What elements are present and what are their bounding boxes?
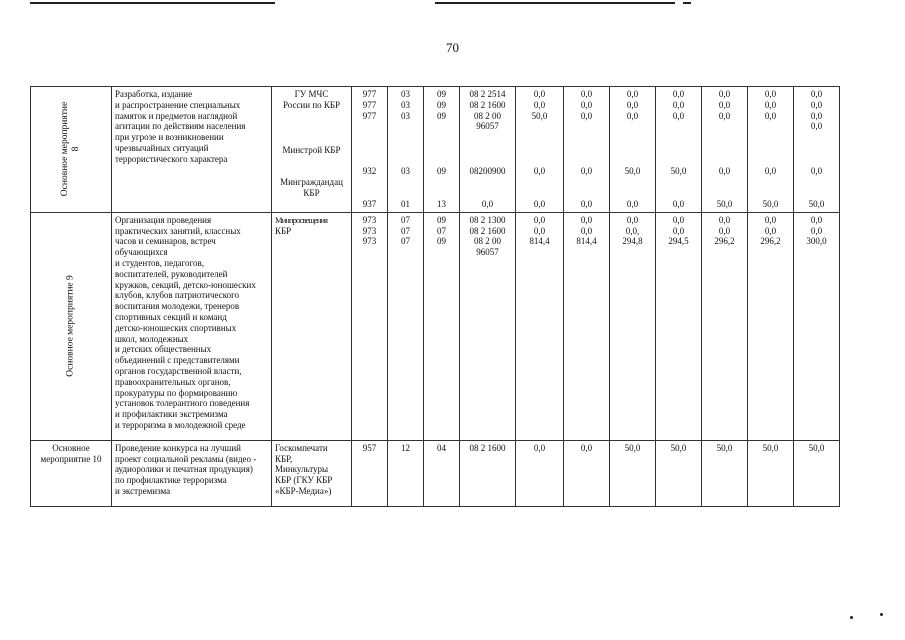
rz-cell [388, 87, 424, 213]
description-line: органов государственной власти, [115, 365, 242, 376]
description-line: практических занятий, классных [115, 225, 241, 236]
value: 0,0 [533, 214, 546, 225]
event-number: 8 [71, 147, 81, 152]
description-line: по профилактике терроризма [115, 475, 227, 486]
year-value-cell [748, 440, 794, 506]
value: 977 [362, 89, 377, 99]
value: 0,0 [580, 99, 593, 110]
scan-speck [850, 616, 853, 619]
value: 0,0 [672, 225, 685, 236]
description-line: обучающихся [115, 247, 168, 258]
value: 0,0 [672, 89, 685, 99]
value: 0,0 [626, 89, 639, 99]
value: 08 2 1600 [469, 99, 506, 110]
value: 937 [362, 198, 377, 209]
description-line: детско-юношеских спортивных [115, 322, 237, 333]
csr-cell [460, 212, 516, 440]
executor-cell [272, 212, 352, 440]
value: 0,0 [580, 225, 593, 236]
value: 294,5 [668, 236, 689, 247]
event-label: Основное [52, 442, 90, 453]
value: 12 [401, 442, 410, 453]
value: 0,0 [810, 110, 823, 121]
top-rule-dash [683, 2, 691, 4]
value: 50,0 [716, 442, 733, 453]
value: 0,0, [625, 225, 640, 236]
description-cell [112, 212, 272, 440]
value: 300,0 [806, 236, 827, 247]
description-line: при угрозе и возникновении [115, 132, 224, 143]
year-value-cell [610, 87, 656, 213]
value: 50,0 [716, 198, 733, 209]
description-cell [112, 440, 272, 506]
value: 50,0 [670, 442, 687, 453]
value: 07 [401, 214, 410, 225]
pr-cell [424, 212, 460, 440]
value: 03 [401, 99, 410, 110]
value: 814,4 [576, 236, 597, 247]
executor-line: КБР, [275, 453, 293, 464]
description-line: и терроризма в молодежной среде [115, 419, 246, 430]
table-row [31, 87, 840, 213]
value: 296,2 [714, 236, 735, 247]
value: 03 [401, 89, 410, 99]
description-line: и студентов, педагогов, [115, 257, 204, 268]
value: 50,0 [808, 198, 825, 209]
value: 0,0 [764, 89, 777, 99]
description-line: памяток и предметов наглядной [115, 110, 238, 121]
top-rule-left [30, 2, 275, 4]
description-line: клубов, клубов патриотического [115, 290, 240, 301]
value: 973 [362, 225, 377, 236]
top-rule-right [435, 2, 675, 4]
value: 09 [437, 214, 446, 225]
executor-line: КБР [275, 225, 292, 236]
value: 0,0 [533, 166, 546, 177]
value: 0,0 [764, 99, 777, 110]
year-value-cell [794, 212, 840, 440]
value: 01 [401, 198, 410, 209]
value: 07 [401, 236, 410, 247]
executor-cell [272, 87, 352, 213]
value: 04 [437, 442, 446, 453]
year-value-cell [794, 87, 840, 213]
rz-cell [388, 212, 424, 440]
value: 0,0 [626, 99, 639, 110]
value: 0,0 [718, 89, 731, 99]
year-value-cell [702, 440, 748, 506]
event-label: Основное мероприятие 9 [65, 275, 76, 378]
value: 0,0 [580, 110, 593, 121]
value: 0,0 [718, 166, 731, 177]
year-value-cell [564, 87, 610, 213]
value: 0,0 [764, 214, 777, 225]
event-cell [31, 212, 112, 440]
year-value-cell [516, 440, 564, 506]
pr-cell [424, 87, 460, 213]
value: 09 [437, 89, 446, 99]
description-line: и профилактики экстремизма [115, 409, 228, 420]
pr-cell [424, 440, 460, 506]
rz-cell [388, 440, 424, 506]
event-cell [31, 440, 112, 506]
value: 07 [437, 225, 446, 236]
executor-line: ГУ МЧС [294, 89, 329, 99]
value: 0,0 [580, 166, 593, 177]
description-line: чрезвычайных ситуаций [115, 142, 209, 153]
executor-line: Госкомпечати [275, 442, 328, 453]
value: 03 [401, 110, 410, 121]
description-line: Разработка, издание [115, 89, 193, 99]
description-line: и детских общественных [115, 344, 212, 355]
executor-line: Минпросвещения [275, 214, 328, 225]
value: 07 [401, 225, 410, 236]
description-line: объединений с представителями [115, 355, 240, 366]
executor-line: Минкультуры [275, 464, 329, 475]
value: 0,0 [481, 198, 494, 209]
description-line: Организация проведения [115, 214, 212, 225]
year-value-cell [564, 212, 610, 440]
value: 09 [437, 110, 446, 121]
description-line: аудиоролики и печатная продукция) [115, 464, 253, 475]
value: 0,0 [533, 225, 546, 236]
table-row [31, 440, 840, 506]
year-value-cell [794, 440, 840, 506]
value: 0,0 [810, 89, 823, 99]
executor-line: Минграждандац [280, 177, 343, 188]
description-line: правоохранительных органов, [115, 376, 231, 387]
value: 973 [362, 214, 377, 225]
csr-cell [460, 440, 516, 506]
value: 0,0 [810, 225, 823, 236]
year-value-cell [656, 440, 702, 506]
value: 0,0 [810, 166, 823, 177]
description-line: школ, молодежных [115, 333, 189, 344]
table-row [31, 212, 840, 440]
value: 50,0 [670, 166, 687, 177]
year-value-cell [516, 212, 564, 440]
value: 96057 [476, 121, 499, 132]
value: 0,0 [718, 110, 731, 121]
value: 08 2 2514 [469, 89, 506, 99]
value: 0,0 [810, 121, 823, 132]
executor-line: Минстрой КБР [282, 144, 341, 155]
description-line: воспитания молодежи, тренеров [115, 301, 240, 312]
value: 13 [437, 198, 446, 209]
value: 09 [437, 236, 446, 247]
value: 977 [362, 110, 377, 121]
value: 0,0 [764, 110, 777, 121]
executor-line: России по КБР [282, 99, 341, 110]
event-label: Основное мероприятие [60, 102, 70, 197]
value: 932 [362, 166, 377, 177]
description-line: часов и семинаров, встреч [115, 236, 216, 247]
value: 09 [437, 166, 446, 177]
value: 08200900 [469, 166, 506, 177]
value: 50,0 [624, 166, 641, 177]
year-value-cell [656, 87, 702, 213]
executor-line: КБР [303, 188, 320, 199]
description-line: агитации по действиям населения [115, 121, 246, 132]
value: 0,0 [764, 225, 777, 236]
description-line: проект социальной рекламы (видео - [115, 453, 257, 464]
value: 0,0 [533, 442, 546, 453]
value: 0,0 [533, 198, 546, 209]
value: 0,0 [580, 442, 593, 453]
executor-line: «КБР-Медиа») [275, 485, 332, 496]
value: 08 2 00 [474, 110, 501, 121]
value: 977 [362, 99, 377, 110]
event-label: мероприятие 10 [40, 453, 102, 464]
value: 0,0 [533, 89, 546, 99]
description-line: воспитателей, руководителей [115, 268, 228, 279]
value: 0,0 [533, 99, 546, 110]
description-line: установок толерантного поведения [115, 398, 250, 409]
value: 03 [401, 166, 410, 177]
value: 08 2 00 [474, 236, 501, 247]
value: 0,0 [626, 214, 639, 225]
year-value-cell [564, 440, 610, 506]
value: 0,0 [718, 99, 731, 110]
grbs-cell [352, 440, 388, 506]
value: 50,0 [808, 442, 825, 453]
year-value-cell [748, 212, 794, 440]
year-value-cell [702, 212, 748, 440]
value: 0,0 [672, 198, 685, 209]
description-line: и распространение специальных [115, 99, 241, 110]
description-line: Проведение конкурса на лучший [115, 442, 241, 453]
csr-cell [460, 87, 516, 213]
year-value-cell [516, 87, 564, 213]
value: 0,0 [672, 110, 685, 121]
value: 08 2 1600 [469, 225, 506, 236]
value: 0,0 [764, 166, 777, 177]
value: 0,0 [810, 214, 823, 225]
value: 50,0 [531, 110, 548, 121]
description-line: и экстремизма [115, 485, 171, 496]
value: 0,0 [580, 89, 593, 99]
description-line: террористического характера [115, 153, 228, 164]
value: 08 2 1600 [469, 442, 506, 453]
value: 814,4 [529, 236, 550, 247]
value: 973 [362, 236, 377, 247]
value: 50,0 [624, 442, 641, 453]
value: 294,8 [622, 236, 643, 247]
value: 50,0 [762, 198, 779, 209]
year-value-cell [610, 440, 656, 506]
value: 0,0 [810, 99, 823, 110]
value: 96057 [476, 247, 499, 258]
year-value-cell [610, 212, 656, 440]
year-value-cell [748, 87, 794, 213]
value: 296,2 [760, 236, 781, 247]
event-cell [31, 87, 112, 213]
value: 0,0 [718, 214, 731, 225]
executor-line: КБР (ГКУ КБР [275, 475, 333, 486]
description-cell [112, 87, 272, 213]
scan-speck [880, 613, 883, 616]
description-line: кружков, секций, детско-юношеских [115, 279, 256, 290]
year-value-cell [656, 212, 702, 440]
description-line: прокуратуры по формированию [115, 387, 238, 398]
value: 0,0 [672, 99, 685, 110]
page-number: 70 [446, 40, 459, 55]
program-table [30, 86, 840, 507]
value: 08 2 1300 [469, 214, 506, 225]
year-value-cell [702, 87, 748, 213]
description-line: спортивных секций и команд [115, 311, 227, 322]
value: 0,0 [718, 225, 731, 236]
value: 0,0 [626, 110, 639, 121]
value: 0,0 [626, 198, 639, 209]
value: 0,0 [672, 214, 685, 225]
value: 0,0 [580, 198, 593, 209]
value: 0,0 [580, 214, 593, 225]
value: 957 [362, 442, 377, 453]
grbs-cell [352, 212, 388, 440]
value: 09 [437, 99, 446, 110]
executor-cell [272, 440, 352, 506]
value: 50,0 [762, 442, 779, 453]
grbs-cell [352, 87, 388, 213]
